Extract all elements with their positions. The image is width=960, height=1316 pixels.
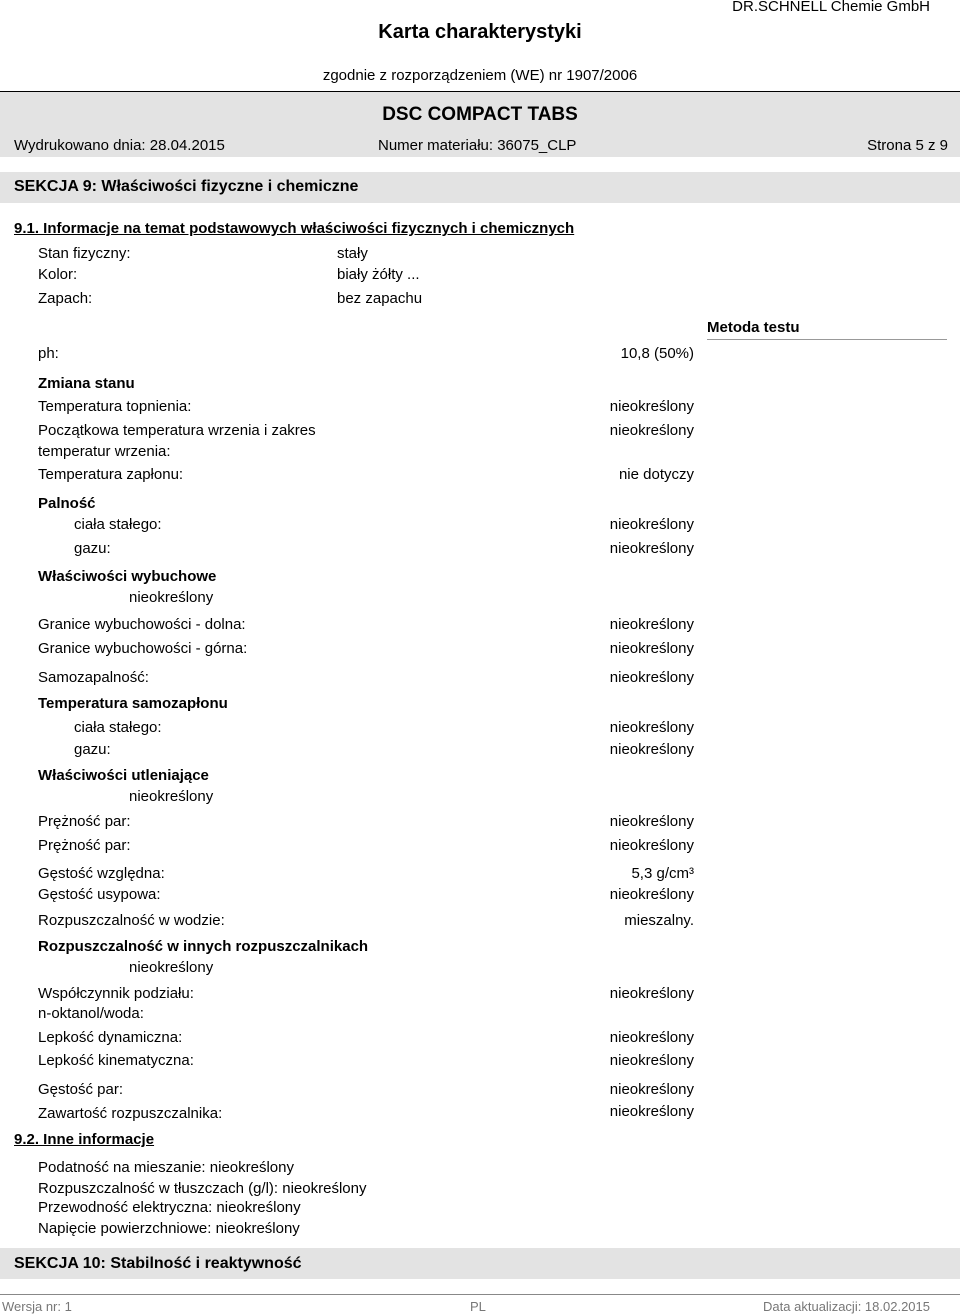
label-partition-2: n-oktanol/woda: bbox=[38, 1005, 144, 1022]
method-column-header: Metoda testu bbox=[707, 319, 800, 336]
value-color: biały żółty ... bbox=[337, 266, 420, 283]
label-odor: Zapach: bbox=[38, 290, 93, 307]
label-dynamic-viscosity: Lepkość dynamiczna: bbox=[38, 1029, 183, 1046]
page-number: Strona 5 z 9 bbox=[867, 137, 948, 154]
label-self-ignition: Samozapalność: bbox=[38, 669, 149, 686]
value-autoignition-solid: nieokreślony bbox=[609, 719, 694, 736]
method-header-underline bbox=[707, 339, 947, 340]
label-water-solubility: Rozpuszczalność w wodzie: bbox=[38, 912, 225, 929]
label-color: Kolor: bbox=[38, 266, 78, 283]
product-name: DSC COMPACT TABS bbox=[382, 104, 578, 125]
document-title: Karta charakterystyki bbox=[378, 21, 582, 43]
value-vapor-pressure-1: nieokreślony bbox=[609, 813, 694, 830]
heading-flammability: Palność bbox=[38, 495, 96, 512]
other-info-mixing: Podatność na mieszanie: nieokreślony bbox=[38, 1159, 294, 1176]
label-vapor-pressure-2: Prężność par: bbox=[38, 837, 131, 854]
section10-heading: SEKCJA 10: Stabilność i reaktywność bbox=[14, 1255, 302, 1272]
value-partition: nieokreślony bbox=[609, 985, 694, 1002]
label-explosion-lower: Granice wybuchowości - dolna: bbox=[38, 616, 246, 633]
value-dynamic-viscosity: nieokreślony bbox=[609, 1029, 694, 1046]
section9-heading: SEKCJA 9: Właściwości fizyczne i chemiczne bbox=[14, 178, 359, 195]
heading-explosive: Właściwości wybuchowe bbox=[38, 568, 217, 585]
value-odor: bez zapachu bbox=[337, 290, 423, 307]
label-vapor-pressure-1: Prężność par: bbox=[38, 813, 131, 830]
value-physical-state: stały bbox=[337, 245, 368, 262]
footer-divider bbox=[0, 1294, 960, 1295]
heading-state-change: Zmiana stanu bbox=[38, 375, 135, 392]
value-self-ignition: nieokreślony bbox=[609, 669, 694, 686]
value-flammability-gas: nieokreślony bbox=[609, 540, 694, 557]
label-relative-density: Gęstość względna: bbox=[38, 865, 165, 882]
value-solvent-content: nieokreślony bbox=[609, 1103, 694, 1120]
label-physical-state: Stan fizyczny: bbox=[38, 245, 131, 262]
value-water-solubility: mieszalny. bbox=[624, 912, 694, 929]
label-boiling-point-2: temperatur wrzenia: bbox=[38, 443, 171, 460]
value-solvent-solubility: nieokreślony bbox=[129, 959, 214, 976]
heading-oxidizing: Właściwości utleniające bbox=[38, 767, 209, 784]
value-vapor-density: nieokreślony bbox=[609, 1081, 694, 1098]
label-solvent-content: Zawartość rozpuszczalnika: bbox=[38, 1105, 223, 1122]
label-kinematic-viscosity: Lepkość kinematyczna: bbox=[38, 1052, 194, 1069]
value-oxidizing: nieokreślony bbox=[129, 788, 214, 805]
label-autoignition-solid: ciała stałego: bbox=[74, 719, 162, 736]
value-explosive: nieokreślony bbox=[129, 589, 214, 606]
label-partition-1: Współczynnik podziału: bbox=[38, 985, 194, 1002]
label-autoignition-gas: gazu: bbox=[74, 741, 111, 758]
label-boiling-point-1: Początkowa temperatura wrzenia i zakres bbox=[38, 422, 316, 439]
value-explosion-upper: nieokreślony bbox=[609, 640, 694, 657]
value-autoignition-gas: nieokreślony bbox=[609, 741, 694, 758]
value-melting-point: nieokreślony bbox=[609, 398, 694, 415]
label-explosion-upper: Granice wybuchowości - górna: bbox=[38, 640, 248, 657]
label-vapor-density: Gęstość par: bbox=[38, 1081, 124, 1098]
other-info-conductivity: Przewodność elektryczna: nieokreślony bbox=[38, 1199, 301, 1216]
value-flash-point: nie dotyczy bbox=[618, 466, 694, 483]
regulation-line: zgodnie z rozporządzeniem (WE) nr 1907/2006 bbox=[322, 67, 638, 84]
footer-update-date: Data aktualizacji: 18.02.2015 bbox=[763, 1299, 930, 1314]
value-explosion-lower: nieokreślony bbox=[609, 616, 694, 633]
value-kinematic-viscosity: nieokreślony bbox=[609, 1052, 694, 1069]
label-melting-point: Temperatura topnienia: bbox=[38, 398, 192, 415]
value-flammability-solid: nieokreślony bbox=[609, 516, 694, 533]
label-flammability-solid: ciała stałego: bbox=[74, 516, 162, 533]
other-info-fat-solubility: Rozpuszczalność w tłuszczach (g/l): nieokreślony bbox=[38, 1180, 367, 1197]
label-flammability-gas: gazu: bbox=[74, 540, 111, 557]
company-name: DR.SCHNELL Chemie GmbH bbox=[732, 0, 930, 15]
footer-version: Wersja nr: 1 bbox=[2, 1299, 72, 1314]
value-vapor-pressure-2: nieokreślony bbox=[609, 837, 694, 854]
label-bulk-density: Gęstość usypowa: bbox=[38, 886, 161, 903]
subsection-9-2: 9.2. Inne informacje bbox=[14, 1131, 155, 1148]
footer-language: PL bbox=[470, 1299, 486, 1314]
heading-solvent-solubility: Rozpuszczalność w innych rozpuszczalnikach bbox=[38, 938, 369, 955]
material-number: Numer materiału: 36075_CLP bbox=[378, 137, 577, 154]
value-bulk-density: nieokreślony bbox=[609, 886, 694, 903]
label-ph: ph: bbox=[38, 345, 59, 362]
other-info-surface-tension: Napięcie powierzchniowe: nieokreślony bbox=[38, 1220, 300, 1237]
value-boiling-point: nieokreślony bbox=[609, 422, 694, 439]
value-ph: 10,8 (50%) bbox=[620, 345, 694, 362]
heading-autoignition: Temperatura samozapłonu bbox=[38, 695, 228, 712]
label-flash-point: Temperatura zapłonu: bbox=[38, 466, 184, 483]
printed-date: Wydrukowano dnia: 28.04.2015 bbox=[14, 137, 225, 154]
subsection-9-1: 9.1. Informacje na temat podstawowych właściwości fizycznych i chemicznych bbox=[14, 220, 575, 237]
value-relative-density: 5,3 g/cm³ bbox=[631, 865, 694, 882]
